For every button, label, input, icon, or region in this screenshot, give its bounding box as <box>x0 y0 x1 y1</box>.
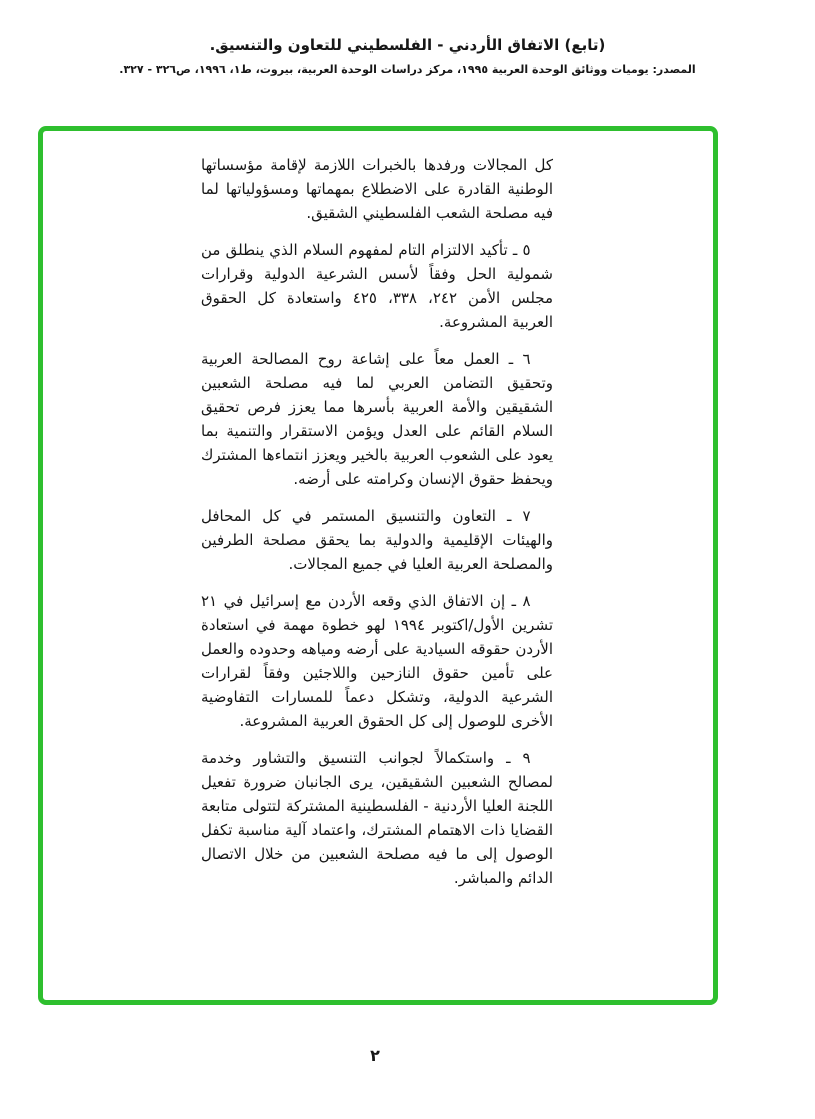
document-title: (تابع) الاتفاق الأردني - الفلسطيني للتعاون والتنسيق. <box>209 36 606 54</box>
document-paragraph: كل المجالات ورفدها بالخبرات اللازمة لإقامة مؤسساتها الوطنية القادرة على الاضطلاع بمهماتها ومسؤولياتها لما فيه مصلحة الشعب الفلسطيني الشقيق. <box>201 156 553 222</box>
document-paragraph: ٦ ـ العمل معاً على إشاعة روح المصالحة العربية وتحقيق التضامن العربي لما فيه مصلحة الشعبين الشقيقين والأمة العربية بأسرها مما يعزز فرص تحقيق السلام القائم على العدل ويؤمن الاستقرار والتنمية بما يعود على الشعوب العربية بالخير ويعزز انتماءها المشترك ويحفظ حقوق الإنسان وكرامته على أرضه. <box>201 350 553 488</box>
document-header <box>0 36 815 76</box>
document-paragraph: ٧ ـ التعاون والتنسيق المستمر في كل المحافل والهيئات الإقليمية والدولية بما يحقق مصلحة الطرفين والمصلحة العربية العليا في جميع المجالات. <box>201 507 553 573</box>
green-highlight-annotation-box <box>38 126 718 1005</box>
page-number: ٢ <box>370 1046 380 1065</box>
document-paragraph: ٩ ـ واستكمالاً لجوانب التنسيق والتشاور وخدمة لمصالح الشعبين الشقيقين، يرى الجانبان ضرورة تفعيل اللجنة العليا الأردنية - الفلسطينية المشتركة لتتولى متابعة القضايا ذات الاهتمام المشترك، واعتماد آلية مناسبة تكفل الوصول إلى ما فيه مصلحة الشعبين من خلال الاتصال الدائم والمباشر. <box>201 749 553 887</box>
document-paragraph: ٥ ـ تأكيد الالتزام التام لمفهوم السلام الذي ينطلق من شمولية الحل وفقاً لأسس الشرعية الدولية وقرارات مجلس الأمن ٢٤٢، ٣٣٨، ٤٢٥ واستعادة كل الحقوق العربية المشروعة. <box>201 241 554 331</box>
document-body-text <box>201 153 553 903</box>
source-citation: المصدر: يوميات ووثائق الوحدة العربية ١٩٩٥، مركز دراسات الوحدة العربية، بيروت، ط١، ١٩٩٦، ص٣٢٦ - ٣٢٧. <box>119 63 696 76</box>
document-paragraph: ٨ ـ إن الاتفاق الذي وقعه الأردن مع إسرائيل في ٢١ تشرين الأول/اكتوبر ١٩٩٤ لهو خطوة مهمة في استعادة الأردن حقوقه السيادية على أرضه ومياهه وحدوده والعمل على تأمين حقوق النازحين واللاجئين وفقاً لقرارات الشرعية الدولية، وتشكل دعماً للمسارات التفاوضية الأخرى للوصول إلى كل الحقوق العربية المشروعة. <box>201 592 554 730</box>
